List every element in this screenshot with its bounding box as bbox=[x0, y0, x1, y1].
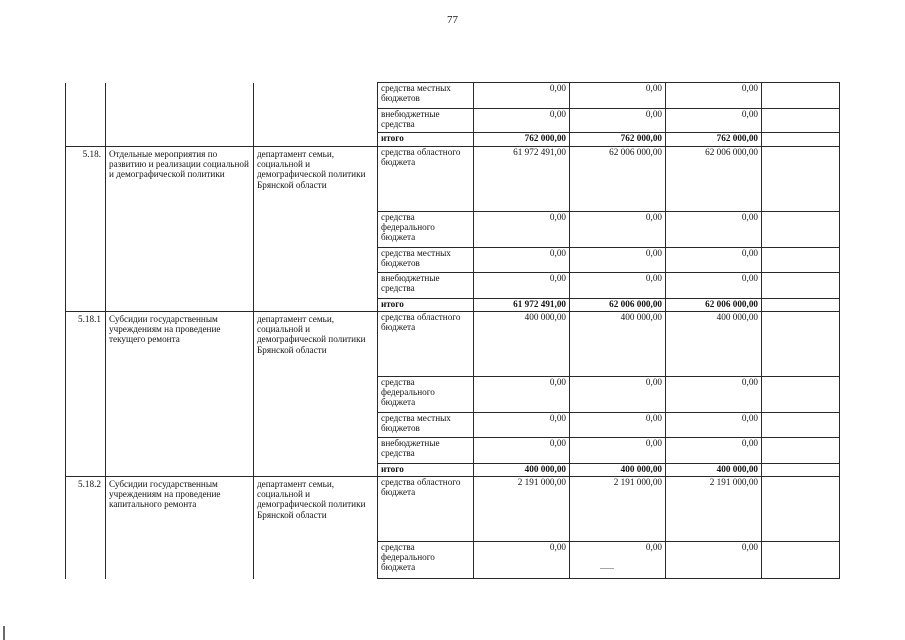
scan-artifact-left bbox=[3, 626, 5, 640]
funding-source: средства местных бюджетов bbox=[378, 83, 474, 109]
empty-cell bbox=[762, 273, 840, 299]
amount-year-1: 0,00 bbox=[474, 542, 570, 579]
funding-source: средства федерального бюджета bbox=[378, 377, 474, 413]
empty-cell bbox=[762, 212, 840, 248]
item-code bbox=[66, 83, 106, 147]
amount-year-2: 62 006 000,00 bbox=[570, 147, 666, 212]
empty-cell bbox=[762, 147, 840, 212]
responsible-department: департамент семьи, социальной и демографической политики Брянской области bbox=[254, 312, 378, 477]
amount-year-3: 0,00 bbox=[666, 212, 762, 248]
empty-cell bbox=[762, 312, 840, 377]
amount-year-3: 0,00 bbox=[666, 273, 762, 299]
budget-table bbox=[65, 82, 840, 579]
item-name bbox=[106, 83, 254, 147]
table-row bbox=[66, 147, 840, 212]
amount-year-1: 0,00 bbox=[474, 273, 570, 299]
amount-year-3: 0,00 bbox=[666, 248, 762, 273]
empty-cell bbox=[762, 133, 840, 147]
table-row bbox=[66, 83, 840, 109]
funding-source: итого bbox=[378, 299, 474, 312]
funding-source: средства федерального бюджета bbox=[378, 542, 474, 579]
amount-year-3: 0,00 bbox=[666, 377, 762, 413]
funding-source: итого bbox=[378, 464, 474, 477]
empty-cell bbox=[762, 464, 840, 477]
amount-year-3: 762 000,00 bbox=[666, 133, 762, 147]
amount-year-3: 0,00 bbox=[666, 413, 762, 438]
amount-year-2: 0,00 bbox=[570, 83, 666, 109]
amount-year-1: 0,00 bbox=[474, 248, 570, 273]
item-name: Субсидии государственным учреждениям на проведение текущего ремонта bbox=[106, 312, 254, 477]
amount-year-2: 400 000,00 bbox=[570, 312, 666, 377]
amount-year-1: 400 000,00 bbox=[474, 464, 570, 477]
page-number: 77 bbox=[447, 14, 458, 26]
amount-year-1: 61 972 491,00 bbox=[474, 299, 570, 312]
item-code: 5.18.1 bbox=[66, 312, 106, 477]
amount-year-2: 0,00 bbox=[570, 438, 666, 464]
amount-year-2: 62 006 000,00 bbox=[570, 299, 666, 312]
amount-year-1: 762 000,00 bbox=[474, 133, 570, 147]
amount-year-3: 0,00 bbox=[666, 109, 762, 133]
item-name: Отдельные мероприятия по развитию и реализации социальной и демографической политики bbox=[106, 147, 254, 312]
amount-year-2: 0,00 bbox=[570, 212, 666, 248]
funding-source: средства местных бюджетов bbox=[378, 413, 474, 438]
amount-year-2: 0,00 bbox=[570, 413, 666, 438]
table-body bbox=[66, 83, 840, 579]
amount-year-1: 0,00 bbox=[474, 413, 570, 438]
amount-year-1: 0,00 bbox=[474, 109, 570, 133]
empty-cell bbox=[762, 299, 840, 312]
responsible-department: департамент семьи, социальной и демографической политики Брянской области bbox=[254, 147, 378, 312]
amount-year-1: 0,00 bbox=[474, 377, 570, 413]
amount-year-2: 2 191 000,00 bbox=[570, 477, 666, 542]
amount-year-3: 400 000,00 bbox=[666, 312, 762, 377]
empty-cell bbox=[762, 377, 840, 413]
funding-source: средства областного бюджета bbox=[378, 312, 474, 377]
amount-year-1: 400 000,00 bbox=[474, 312, 570, 377]
amount-year-1: 61 972 491,00 bbox=[474, 147, 570, 212]
empty-cell bbox=[762, 248, 840, 273]
empty-cell bbox=[762, 542, 840, 579]
empty-cell bbox=[762, 413, 840, 438]
amount-year-2: 0,00 bbox=[570, 273, 666, 299]
funding-source: внебюджетные средства bbox=[378, 109, 474, 133]
empty-cell bbox=[762, 109, 840, 133]
amount-year-2: 762 000,00 bbox=[570, 133, 666, 147]
amount-year-2: 400 000,00 bbox=[570, 464, 666, 477]
amount-year-3: 62 006 000,00 bbox=[666, 299, 762, 312]
funding-source: внебюджетные средства bbox=[378, 273, 474, 299]
responsible-department: департамент семьи, социальной и демографической политики Брянской области bbox=[254, 477, 378, 579]
amount-year-3: 2 191 000,00 bbox=[666, 477, 762, 542]
amount-year-2: 0,00 bbox=[570, 109, 666, 133]
amount-year-3: 0,00 bbox=[666, 542, 762, 579]
item-name: Субсидии государственным учреждениям на проведение капитального ремонта bbox=[106, 477, 254, 579]
item-code: 5.18.2 bbox=[66, 477, 106, 579]
empty-cell bbox=[762, 83, 840, 109]
scan-artifact-dash bbox=[600, 568, 614, 569]
amount-year-3: 0,00 bbox=[666, 83, 762, 109]
funding-source: итого bbox=[378, 133, 474, 147]
amount-year-2: 0,00 bbox=[570, 377, 666, 413]
table-row bbox=[66, 312, 840, 377]
amount-year-3: 0,00 bbox=[666, 438, 762, 464]
amount-year-1: 2 191 000,00 bbox=[474, 477, 570, 542]
funding-source: средства федерального бюджета bbox=[378, 212, 474, 248]
funding-source: средства областного бюджета bbox=[378, 477, 474, 542]
amount-year-1: 0,00 bbox=[474, 83, 570, 109]
amount-year-3: 62 006 000,00 bbox=[666, 147, 762, 212]
table-row bbox=[66, 477, 840, 542]
empty-cell bbox=[762, 438, 840, 464]
empty-cell bbox=[762, 477, 840, 542]
amount-year-2: 0,00 bbox=[570, 542, 666, 579]
funding-source: внебюджетные средства bbox=[378, 438, 474, 464]
amount-year-1: 0,00 bbox=[474, 212, 570, 248]
amount-year-3: 400 000,00 bbox=[666, 464, 762, 477]
responsible-department bbox=[254, 83, 378, 147]
item-code: 5.18. bbox=[66, 147, 106, 312]
funding-source: средства местных бюджетов bbox=[378, 248, 474, 273]
funding-source: средства областного бюджета bbox=[378, 147, 474, 212]
amount-year-2: 0,00 bbox=[570, 248, 666, 273]
amount-year-1: 0,00 bbox=[474, 438, 570, 464]
